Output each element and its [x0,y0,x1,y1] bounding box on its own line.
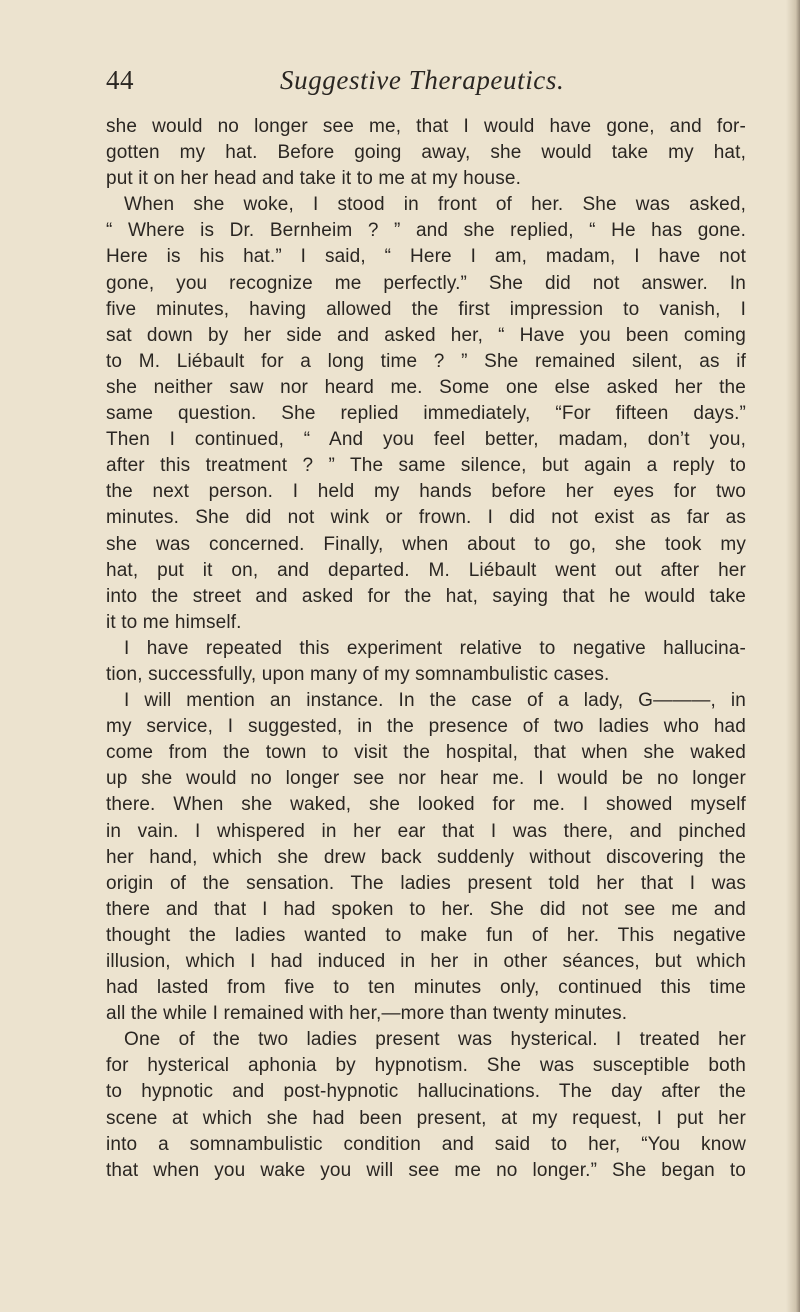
text-line: after this treatment ? ” The same silence, but again a reply to [106,455,746,477]
text-line: her hand, which she drew back suddenly without discovering the [106,846,746,868]
text-line: into the street and asked for the hat, saying that he would take [106,585,746,607]
text-line: thought the ladies wanted to make fun of her. This negative [106,924,746,946]
text-line: tion, successfully, upon many of my somnambulistic cases. [106,663,610,685]
text-line: she was concerned. Finally, when about to go, she took my [106,533,746,555]
text-line: same question. She replied immediately, “For fifteen days.” [106,403,746,425]
text-line: scene at which she had been present, at my request, I put her [106,1107,746,1129]
body-text [106,114,746,1184]
running-title: Suggestive Therapeutics. [280,65,565,95]
text-line: gone, you recognize me perfectly.” She did not answer. In [106,272,746,294]
text-line: gotten my hat. Before going away, she would take my hat, [106,142,746,164]
text-line: Here is his hat.” I said, “ Here I am, madam, I have not [106,246,746,268]
text-line: she neither saw nor heard me. Some one else asked her the [106,376,746,398]
text-line: origin of the sensation. The ladies present told her that I was [106,872,746,894]
text-line: minutes. She did not wink or frown. I did not exist as far as [106,507,746,529]
page-number: 44 [106,65,134,95]
text-line: into a somnambulistic condition and said to her, “You know [106,1133,746,1155]
text-line: the next person. I held my hands before her eyes for two [106,481,746,503]
text-line: put it on her head and take it to me at my house. [106,168,522,190]
text-line: my service, I suggested, in the presence of two ladies who had [106,716,746,738]
text-line: Then I continued, “ And you feel better, madam, don’t you, [106,429,746,451]
text-line: she would no longer see me, that I would have gone, and for- [106,116,746,137]
text-line: it to me himself. [106,611,242,633]
text-line: hat, put it on, and departed. M. Liébault went out after her [106,559,746,581]
page-header [106,64,746,104]
text-line: that when you wake you will see me no longer.” She began to [106,1159,746,1181]
text-line: to M. Liébault for a long time ? ” She remained silent, as if [106,350,746,372]
text-line: I will mention an instance. In the case of a lady, G———, in [124,690,746,712]
text-line: come from the town to visit the hospital, that when she waked [106,742,746,764]
text-line: One of the two ladies present was hysterical. I treated her [124,1029,746,1051]
text-line: sat down by her side and asked her, “ Have you been coming [106,324,746,346]
text-line: five minutes, having allowed the first impression to vanish, I [106,298,746,320]
text-line: illusion, which I had induced in her in other séances, but which [106,951,746,972]
text-line: there and that I had spoken to her. She did not see me and [106,898,746,920]
text-line: to hypnotic and post-hypnotic hallucinations. The day after the [106,1081,746,1103]
text-line: there. When she waked, she looked for me. I showed myself [106,794,746,816]
text-line: When she woke, I stood in front of her. She was asked, [124,194,746,216]
text-line: up she would no longer see nor hear me. I would be no longer [106,768,746,790]
text-line: “ Where is Dr. Bernheim ? ” and she replied, “ He has gone. [106,220,746,242]
text-line: had lasted from five to ten minutes only, continued this time [106,977,746,999]
page-edge-shadow [786,0,800,1312]
text-line: I have repeated this experiment relative to negative hallucina- [124,637,746,659]
text-line: all the while I remained with her,—more than twenty minutes. [106,1003,628,1025]
text-line: for hysterical aphonia by hypnotism. She was susceptible both [106,1055,746,1077]
text-line: in vain. I whispered in her ear that I was there, and pinched [106,820,746,842]
